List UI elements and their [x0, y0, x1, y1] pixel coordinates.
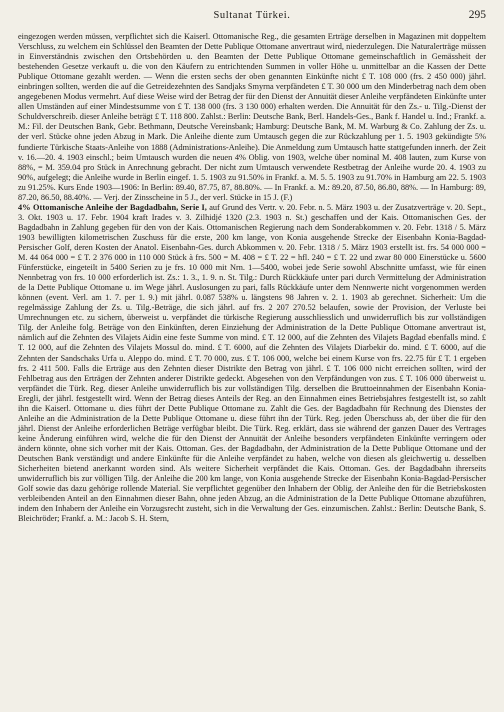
page-header [18, 10, 486, 26]
section-heading: 4% Ottomanische Anleihe der Bagdadbahn, Serie I, [18, 202, 207, 212]
page-number: 295 [468, 9, 486, 21]
paragraph: eingezogen werden müssen, verpflichtet sich die Kaiserl. Ottomanische Reg., die gesamten Erträge derselben in Magazinen mit doppeltem Verschluss, zu welchem ein Schlüssel den Beamten der Dette Publique Ottomane anvertraut wird, niederzulegen. Die Naturalerträge müssen in Einverständnis zwischen den Ortsbehörden u. den Beamten der Dette Publique Ottomane gemeinschaftlich in Gemässheit der bestehenden Gesetze verkauft u. die von den Käufern zu entrichtenden Summen in voller Höhe u. unmittelbar an die Kassen der Dette Publique Ottomane gezahlt werden. — Wenn die ersten sechs der oben genannten Einkünfte nicht £ T. 108 000 (frs. 2 450 000) jährl. einbringen sollten, werden die auf die Getreidezehnten des Sandjaks Smyrna verpfändeten £ T. 30 000 um den Minderbetrag nach dem oben angegebenen Modus vermehrt. Auf diese Weise wird der Betrag der für den Dienst der Annuität dieser Anleihe verpfändeten Einkünfte unter allen Umständen auf einer Mindestsumme von £ T. 138 000 (frs. 3 130 000) erhalten werden. Die Annuität für den Zs.- u. Tilg.-Dienst der Schuldverschreib. dieser Anleihe beträgt £ T. 118 800. Zahlst.: Berlin: Deutsche Bank, Berl. Handels-Ges., Bank f. Handel u. Ind.; Frankf. a. M.: Fil. der Deutschen Bank, Gebr. Bethmann, Deutsche Vereinsbank; Hamburg: Deutsche Bank, M. M. Warburg & Co. Zahlung der Zs. u. der verl. Stücke ohne jeden Abzug in Mark. Die Anleihe diente zum Umtausch gegen die zur Rückzahlung per 1. 5. 1903 gekündigte 5% fundierte Türkische Staats-Anleihe von 1888 (Administrations-Anleihe). Die Anmeldung zum Umtausch hatte stattgefunden innerh. der Zeit v. 16.—20. 4. 1903 einschl.; beim Umtausch wurden die neuen 4% Oblig. von 1903, welche über nominal M. 408 lauten, zum Kurse von 88%, = M. 359.04 pro Stück in Anrechnung gebracht. Der nicht zum Umtausch verwendete Restbetrag der Anleihe wurde 20. 4. 1903 zu 90%, aufgelegt; die Anleihe wurde in Berlin eingef. 1. 5. 1903 zu 91.50% in Frankf. a. M. 5. 5. 1903 zu 91.70% in Hamburg am 22. 5. 1903 zu 91.25%. Kurs Ende 1903—1906: In Berlin: 89.40, 87.75, 87, 88.80%. — In Frankf. a. M.: 89.20, 87.50, 86.80, 88%. — In Hamburg: 89, 87.20, 86.50, 88.40%. — Verj. der Zinsscheine in 5 J., der verl. Stücke in 15 J. (F.) [18, 32, 486, 202]
body-text [18, 32, 486, 524]
paragraph [18, 203, 486, 525]
paragraph-text: auf Grund des Vertr. v. 20. Febr. n. 5. März 1903 u. der Zusatzverträge v. 20. Sept., 3. Okt. 1903 u. 17. Febr. 1904 kraft Irades v. 3. Zilhidjé 1320 (2.3. 1903 n. St.) geschaffen und der Kais. Ottomanischen Ges. der Bagdadbahn in Zahlung gegeben für den von der Kais. Ottomanischen Regierung nach dem Sonderabkommen v. 20. Febr. 1318 / 5. März 1903 bewilligten kilometrischen Zuschuss für die erste, 200 km lange, von Konia ausgehende Strecke der Eisenbahn Konia-Bagdad-Persischer Golf, deren Kosten der Anatol. Eisenbahn-Ges. durch Abkommen v. 20. Febr. 1318 / 5. März 1903 erstellt ist. frs. 54 000 000 = M. 44 064 000 = £ T. 2 376 000 in 110 000 Stück à frs. 500 = M. 408 = £ T. 22 = hfl. 240 = £ T. 22 und zwar 80 000 Einerstücke u. 5600 Fünferstücke, eingeteilt in 5400 Serien zu je frs. 10 000 mit Nrn. 1—5400, wobei jede Serie sowohl Abschnitte umfasst, wie für einen Nennbetrag von frs. 10 000 erforderlich ist. Zs.: 1. 3., 1. 9. n. St. Tilg.: Durch Rückkäufe unter pari durch Vermittelung der Administration de la Dette Publique Ottomane u. im Wege jährl. Auslosungen zu pari, falls Rückkäufe unter dem Nennwerte nicht vorgenommen werden können (event. Verl. am 1. 7. per 1. 9.) mit jährl. 0.087 538% u. längstens 98 Jahren v. 2. 1. 1903 ab gerechnet. Sicherheit: Um die regelmässige Zahlung der Zs. u. Tilg.-Beträge, die sich jährl. auf frs. 2 207 270.52 belaufen, sowie der Provision, der Verluste bei Umrechnungen etc. zu sichern, überweist u. verpfändet die türkische Regierung ausschliesslich und unwiderruflich bis zur vollständigen Tilg. der Anleihe folg. Beträge von den Einkünften, deren Einziehung der Administration de la Dette Publique Ottomane anvertraut ist, nämlich auf die Zehnten des Vilajets Aidin eine feste Summe von mind. £ T. 12 000, auf die Zehnten des Vilajets Bagdad ebenfalls mind. £ T. 12 000, auf die Zehnten des Vilajets Mossul do. mind. £ T. 6000, auf die Zehnten des Vilajets Diarbekir do. mind. £ T. 6000, auf die Zehnten der Sandschaks Urfa u. Aleppo do. mind. £ T. 70 000, zus. £ T. 106 000, welche bei einem Kurse von frs. 22.75 für £ T. 1 ergeben frs. 2 411 500. Falls die Erträge aus den Zehnten dieser Distrikte den Betrag von jährl. £ T. 106 000 nicht erreichen sollten, wird der Fehlbetrag aus den Erträgen der Zehnten anderer Distrikte gedeckt. Abgesehen von den Verpfändungen von zus. £ T. 106 000 überweist u. verpfändet die Türk. Reg. dieser Anleihe unwiderruflich bis zur vollständigen Tilg. derselben die Bruttoeinnahmen der Eisenbahn Konia-Eregli, der jährl. festgestellt wird. Wenn der Betrag dieses Anteils der Reg. an den Einnahmen eines Betriebsjahres festgestellt ist, so zahlt ihn die Kaiserl. Ottomane u. dies führt der Dette Publique Ottomane zu. Zahlt die Ges. der Bagdadbahn für Rechnung des Dienstes der Anleihe an die Administration de la Dette Publique Ottomane u. diese führt ihn der Türk. Reg. jeden Überschuss ab, der über die für den jährl. Dienst der Anleihe erforderlichen Beträge verfügbar bleibt. Die Türk. Reg. erklärt, dass sie während der ganzen Dauer des Vertrages keine Änderung einführen wird, welche die für den Dienst der Annuität der Anleihe besonders verpfändeten Einkünfte verringern oder ändern könnte, ohne sich vorher mit der Kais. Ottoman. Ges. der Bagdadbahn, der Administration de la Dette Publique Ottomane und der Deutschen Bank verständigt und andere Einkünfte für die Anleihe verpfändet zu haben, welche von diesen als gleichwertig u. desselben Sicherheiten bietend anerkannt worden sind. Als weitere Sicherheit verpfändet die Kais. Ottoman. Ges. der Bagdadbahn ihrerseits unwiderruflich bis zur völligen Tilg. der Anleihe die 200 km lange, von Konia ausgehende Strecke der Eisenbahn Konia-Bagdad-Persischer Golf sowie das dazu gehörige rollende Material. Sie verpflichtet gegenüber den Inhabern der Oblig. der Anleihe den für die Betriebskosten verbleibenden Anteil an den Einnahmen dieser Bahn, ohne jeden Abzug, an die Administration de la Dette Publique Ottomane abzuführen, indem den Inhabern der Anleihe ein Vorzugsrecht zusteht, sich in die Verwaltung der Ges. einzumischen. Zahlst.: Berlin: Deutsche Bank, S. Bleichröder; Frankf. a. M.: Jacob S. H. Stern, [18, 202, 487, 524]
running-head: Sultanat Türkei. [213, 10, 291, 21]
